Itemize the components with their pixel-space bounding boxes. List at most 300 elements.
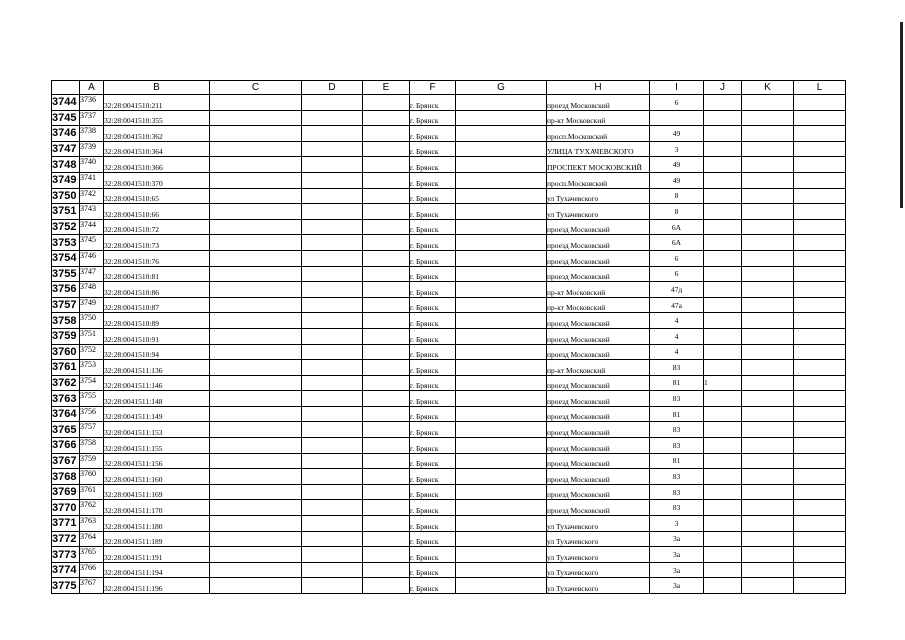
row-number[interactable]: 3766 (52, 438, 80, 454)
cell-k[interactable] (742, 500, 794, 516)
cell-b[interactable]: 32:28:0041511:169 (104, 484, 210, 500)
cell-h[interactable]: проезд Московский (547, 266, 650, 282)
cell-k[interactable] (742, 360, 794, 376)
cell-l[interactable] (794, 297, 846, 313)
cell-i[interactable]: 47д (650, 282, 704, 298)
cell-f[interactable]: г. Брянск (410, 297, 456, 313)
cell-g[interactable] (456, 313, 547, 329)
cell-k[interactable] (742, 204, 794, 220)
cell-c[interactable] (210, 188, 302, 204)
cell-a[interactable]: 3737 (80, 110, 104, 126)
cell-f[interactable]: г. Брянск (410, 344, 456, 360)
cell-g[interactable] (456, 157, 547, 173)
row-number[interactable]: 3761 (52, 360, 80, 376)
row-number[interactable]: 3770 (52, 500, 80, 516)
cell-h[interactable]: проезд Московский (547, 438, 650, 454)
cell-g[interactable] (456, 141, 547, 157)
row-number[interactable]: 3756 (52, 282, 80, 298)
cell-c[interactable] (210, 578, 302, 594)
cell-e[interactable] (363, 531, 410, 547)
cell-d[interactable] (302, 328, 363, 344)
cell-b[interactable]: 32:28:0041510:94 (104, 344, 210, 360)
cell-i[interactable]: 49 (650, 126, 704, 142)
cell-g[interactable] (456, 344, 547, 360)
cell-h[interactable]: УЛИЦА ТУХАЧЕВСКОГО (547, 141, 650, 157)
cell-i[interactable]: 49 (650, 172, 704, 188)
cell-g[interactable] (456, 328, 547, 344)
cell-g[interactable] (456, 110, 547, 126)
cell-b[interactable]: 32:28:0041511:160 (104, 469, 210, 485)
cell-l[interactable] (794, 469, 846, 485)
row-number[interactable]: 3771 (52, 516, 80, 532)
cell-a[interactable]: 3739 (80, 141, 104, 157)
cell-d[interactable] (302, 406, 363, 422)
cell-e[interactable] (363, 282, 410, 298)
cell-e[interactable] (363, 391, 410, 407)
cell-i[interactable]: 3 (650, 141, 704, 157)
cell-c[interactable] (210, 282, 302, 298)
cell-e[interactable] (363, 500, 410, 516)
cell-e[interactable] (363, 562, 410, 578)
cell-i[interactable]: 83 (650, 422, 704, 438)
cell-a[interactable]: 3738 (80, 126, 104, 142)
cell-j[interactable] (704, 250, 742, 266)
cell-h[interactable]: проезд Московский (547, 469, 650, 485)
cell-j[interactable] (704, 438, 742, 454)
cell-l[interactable] (794, 219, 846, 235)
row-number[interactable]: 3768 (52, 469, 80, 485)
cell-g[interactable] (456, 531, 547, 547)
cell-j[interactable] (704, 219, 742, 235)
column-header-d[interactable]: D (302, 81, 363, 95)
column-header-j[interactable]: J (704, 81, 742, 95)
cell-g[interactable] (456, 406, 547, 422)
cell-f[interactable]: г. Брянск (410, 531, 456, 547)
cell-h[interactable]: проезд Московский (547, 453, 650, 469)
cell-d[interactable] (302, 110, 363, 126)
column-header-k[interactable]: K (742, 81, 794, 95)
cell-b[interactable]: 32:28:0041510:65 (104, 188, 210, 204)
cell-c[interactable] (210, 484, 302, 500)
cell-g[interactable] (456, 375, 547, 391)
cell-e[interactable] (363, 157, 410, 173)
cell-f[interactable]: г. Брянск (410, 562, 456, 578)
cell-g[interactable] (456, 360, 547, 376)
cell-c[interactable] (210, 313, 302, 329)
row-number[interactable]: 3759 (52, 328, 80, 344)
cell-j[interactable] (704, 313, 742, 329)
cell-k[interactable] (742, 547, 794, 563)
cell-h[interactable]: проезд Московский (547, 328, 650, 344)
cell-h[interactable]: пр-кт Московский (547, 282, 650, 298)
cell-l[interactable] (794, 157, 846, 173)
row-number[interactable]: 3767 (52, 453, 80, 469)
cell-a[interactable]: 3756 (80, 406, 104, 422)
cell-l[interactable] (794, 344, 846, 360)
cell-g[interactable] (456, 126, 547, 142)
cell-a[interactable]: 3740 (80, 157, 104, 173)
cell-g[interactable] (456, 438, 547, 454)
cell-a[interactable]: 3763 (80, 516, 104, 532)
cell-j[interactable] (704, 282, 742, 298)
column-header-a[interactable]: A (80, 81, 104, 95)
cell-c[interactable] (210, 110, 302, 126)
cell-j[interactable] (704, 453, 742, 469)
cell-d[interactable] (302, 313, 363, 329)
cell-k[interactable] (742, 313, 794, 329)
cell-e[interactable] (363, 344, 410, 360)
cell-d[interactable] (302, 516, 363, 532)
cell-e[interactable] (363, 578, 410, 594)
cell-c[interactable] (210, 235, 302, 251)
cell-b[interactable]: 32:28:0041511:191 (104, 547, 210, 563)
cell-e[interactable] (363, 235, 410, 251)
row-number[interactable]: 3749 (52, 172, 80, 188)
cell-d[interactable] (302, 141, 363, 157)
cell-j[interactable] (704, 172, 742, 188)
cell-e[interactable] (363, 328, 410, 344)
cell-h[interactable]: пр-кт Московский (547, 360, 650, 376)
cell-i[interactable]: 6 (650, 95, 704, 111)
cell-h[interactable]: ул Тухачевского (547, 547, 650, 563)
cell-f[interactable]: г. Брянск (410, 95, 456, 111)
cell-e[interactable] (363, 422, 410, 438)
cell-i[interactable]: 49 (650, 157, 704, 173)
cell-k[interactable] (742, 562, 794, 578)
row-number[interactable]: 3751 (52, 204, 80, 220)
cell-g[interactable] (456, 469, 547, 485)
cell-l[interactable] (794, 188, 846, 204)
cell-k[interactable] (742, 344, 794, 360)
cell-i[interactable]: 6 (650, 250, 704, 266)
cell-k[interactable] (742, 126, 794, 142)
cell-e[interactable] (363, 266, 410, 282)
cell-h[interactable]: ПРОСПЕКТ МОСКОВСКИЙ (547, 157, 650, 173)
cell-c[interactable] (210, 438, 302, 454)
row-number[interactable]: 3745 (52, 110, 80, 126)
cell-a[interactable]: 3741 (80, 172, 104, 188)
cell-i[interactable]: 83 (650, 500, 704, 516)
cell-h[interactable]: ул Тухачевского (547, 531, 650, 547)
cell-k[interactable] (742, 375, 794, 391)
cell-j[interactable] (704, 126, 742, 142)
cell-c[interactable] (210, 266, 302, 282)
cell-j[interactable]: 1 (704, 375, 742, 391)
cell-j[interactable] (704, 297, 742, 313)
cell-d[interactable] (302, 126, 363, 142)
cell-e[interactable] (363, 547, 410, 563)
cell-k[interactable] (742, 406, 794, 422)
cell-l[interactable] (794, 531, 846, 547)
cell-a[interactable]: 3757 (80, 422, 104, 438)
cell-k[interactable] (742, 391, 794, 407)
cell-h[interactable]: ул Тухачевского (547, 516, 650, 532)
cell-b[interactable]: 32:28:0041511:189 (104, 531, 210, 547)
cell-a[interactable]: 3747 (80, 266, 104, 282)
cell-l[interactable] (794, 328, 846, 344)
cell-k[interactable] (742, 282, 794, 298)
cell-b[interactable]: 32:28:0041511:196 (104, 578, 210, 594)
cell-f[interactable]: г. Брянск (410, 172, 456, 188)
cell-d[interactable] (302, 391, 363, 407)
cell-l[interactable] (794, 282, 846, 298)
cell-l[interactable] (794, 438, 846, 454)
cell-j[interactable] (704, 469, 742, 485)
row-number[interactable]: 3748 (52, 157, 80, 173)
cell-b[interactable]: 32:28:0041510:355 (104, 110, 210, 126)
cell-e[interactable] (363, 110, 410, 126)
cell-b[interactable]: 32:28:0041511:149 (104, 406, 210, 422)
cell-j[interactable] (704, 188, 742, 204)
column-header-i[interactable]: I (650, 81, 704, 95)
cell-e[interactable] (363, 469, 410, 485)
cell-e[interactable] (363, 126, 410, 142)
cell-f[interactable]: г. Брянск (410, 235, 456, 251)
cell-i[interactable]: 81 (650, 453, 704, 469)
cell-k[interactable] (742, 469, 794, 485)
cell-h[interactable]: ул Тухачевского (547, 578, 650, 594)
cell-f[interactable]: г. Брянск (410, 406, 456, 422)
cell-c[interactable] (210, 172, 302, 188)
cell-h[interactable]: проезд Московский (547, 250, 650, 266)
cell-j[interactable] (704, 422, 742, 438)
cell-b[interactable]: 32:28:0041510:72 (104, 219, 210, 235)
cell-k[interactable] (742, 110, 794, 126)
cell-f[interactable]: г. Брянск (410, 500, 456, 516)
cell-b[interactable]: 32:28:0041510:91 (104, 328, 210, 344)
row-number[interactable]: 3744 (52, 95, 80, 111)
cell-b[interactable]: 32:28:0041510:211 (104, 95, 210, 111)
cell-g[interactable] (456, 282, 547, 298)
cell-j[interactable] (704, 531, 742, 547)
cell-f[interactable]: г. Брянск (410, 282, 456, 298)
row-number[interactable]: 3765 (52, 422, 80, 438)
cell-a[interactable]: 3760 (80, 469, 104, 485)
cell-d[interactable] (302, 219, 363, 235)
cell-k[interactable] (742, 531, 794, 547)
cell-k[interactable] (742, 219, 794, 235)
cell-j[interactable] (704, 578, 742, 594)
cell-a[interactable]: 3753 (80, 360, 104, 376)
cell-j[interactable] (704, 360, 742, 376)
cell-j[interactable] (704, 406, 742, 422)
cell-l[interactable] (794, 391, 846, 407)
cell-k[interactable] (742, 141, 794, 157)
row-number[interactable]: 3773 (52, 547, 80, 563)
cell-c[interactable] (210, 500, 302, 516)
cell-d[interactable] (302, 204, 363, 220)
column-header-l[interactable]: L (794, 81, 846, 95)
cell-a[interactable]: 3762 (80, 500, 104, 516)
cell-c[interactable] (210, 250, 302, 266)
cell-i[interactable]: 3а (650, 547, 704, 563)
cell-l[interactable] (794, 375, 846, 391)
cell-d[interactable] (302, 188, 363, 204)
cell-l[interactable] (794, 250, 846, 266)
cell-d[interactable] (302, 344, 363, 360)
cell-b[interactable]: 32:28:0041511:136 (104, 360, 210, 376)
cell-j[interactable] (704, 344, 742, 360)
cell-f[interactable]: г. Брянск (410, 453, 456, 469)
row-number[interactable]: 3758 (52, 313, 80, 329)
cell-j[interactable] (704, 110, 742, 126)
cell-b[interactable]: 32:28:0041510:81 (104, 266, 210, 282)
cell-l[interactable] (794, 578, 846, 594)
cell-k[interactable] (742, 95, 794, 111)
cell-c[interactable] (210, 95, 302, 111)
cell-a[interactable]: 3766 (80, 562, 104, 578)
cell-k[interactable] (742, 172, 794, 188)
cell-i[interactable]: 81 (650, 406, 704, 422)
cell-l[interactable] (794, 235, 846, 251)
cell-d[interactable] (302, 235, 363, 251)
cell-h[interactable]: проезд Московский (547, 484, 650, 500)
cell-c[interactable] (210, 547, 302, 563)
cell-j[interactable] (704, 157, 742, 173)
row-number[interactable]: 3757 (52, 297, 80, 313)
cell-b[interactable]: 32:28:0041511:156 (104, 453, 210, 469)
cell-h[interactable]: проезд Московский (547, 406, 650, 422)
row-number[interactable]: 3764 (52, 406, 80, 422)
cell-j[interactable] (704, 547, 742, 563)
cell-c[interactable] (210, 328, 302, 344)
cell-c[interactable] (210, 406, 302, 422)
cell-i[interactable]: 83 (650, 360, 704, 376)
cell-e[interactable] (363, 360, 410, 376)
cell-e[interactable] (363, 484, 410, 500)
row-number[interactable]: 3754 (52, 250, 80, 266)
cell-j[interactable] (704, 95, 742, 111)
cell-h[interactable]: проезд Московский (547, 500, 650, 516)
row-number[interactable]: 3747 (52, 141, 80, 157)
cell-k[interactable] (742, 516, 794, 532)
cell-b[interactable]: 32:28:0041511:153 (104, 422, 210, 438)
cell-a[interactable]: 3736 (80, 95, 104, 111)
cell-j[interactable] (704, 235, 742, 251)
cell-c[interactable] (210, 422, 302, 438)
cell-j[interactable] (704, 562, 742, 578)
cell-f[interactable]: г. Брянск (410, 219, 456, 235)
cell-k[interactable] (742, 453, 794, 469)
cell-l[interactable] (794, 406, 846, 422)
cell-f[interactable]: г. Брянск (410, 188, 456, 204)
cell-f[interactable]: г. Брянск (410, 469, 456, 485)
cell-a[interactable]: 3758 (80, 438, 104, 454)
cell-b[interactable]: 32:28:0041510:73 (104, 235, 210, 251)
cell-h[interactable]: проезд Московский (547, 235, 650, 251)
cell-c[interactable] (210, 375, 302, 391)
cell-f[interactable]: г. Брянск (410, 578, 456, 594)
cell-l[interactable] (794, 453, 846, 469)
cell-k[interactable] (742, 235, 794, 251)
cell-a[interactable]: 3746 (80, 250, 104, 266)
cell-a[interactable]: 3761 (80, 484, 104, 500)
cell-l[interactable] (794, 547, 846, 563)
cell-a[interactable]: 3767 (80, 578, 104, 594)
cell-h[interactable]: пр-кт Московский (547, 110, 650, 126)
cell-d[interactable] (302, 484, 363, 500)
cell-i[interactable]: 3а (650, 562, 704, 578)
cell-d[interactable] (302, 500, 363, 516)
cell-b[interactable]: 32:28:0041511:194 (104, 562, 210, 578)
cell-i[interactable]: 8 (650, 188, 704, 204)
cell-a[interactable]: 3745 (80, 235, 104, 251)
cell-l[interactable] (794, 172, 846, 188)
cell-c[interactable] (210, 531, 302, 547)
cell-d[interactable] (302, 297, 363, 313)
cell-l[interactable] (794, 516, 846, 532)
cell-g[interactable] (456, 578, 547, 594)
cell-h[interactable]: проезд Московский (547, 422, 650, 438)
cell-a[interactable]: 3765 (80, 547, 104, 563)
cell-i[interactable]: 3а (650, 531, 704, 547)
cell-h[interactable]: ул Тухачевского (547, 188, 650, 204)
cell-g[interactable] (456, 235, 547, 251)
cell-h[interactable]: проезд Московский (547, 95, 650, 111)
row-number[interactable]: 3755 (52, 266, 80, 282)
cell-f[interactable]: г. Брянск (410, 141, 456, 157)
cell-f[interactable]: г. Брянск (410, 438, 456, 454)
cell-k[interactable] (742, 422, 794, 438)
cell-g[interactable] (456, 500, 547, 516)
cell-b[interactable]: 32:28:0041511:170 (104, 500, 210, 516)
cell-c[interactable] (210, 157, 302, 173)
cell-e[interactable] (363, 172, 410, 188)
cell-f[interactable]: г. Брянск (410, 484, 456, 500)
cell-l[interactable] (794, 313, 846, 329)
cell-h[interactable]: ул Тухачевского (547, 204, 650, 220)
cell-l[interactable] (794, 422, 846, 438)
cell-a[interactable]: 3742 (80, 188, 104, 204)
cell-f[interactable]: г. Брянск (410, 328, 456, 344)
cell-e[interactable] (363, 516, 410, 532)
cell-f[interactable]: г. Брянск (410, 157, 456, 173)
cell-k[interactable] (742, 328, 794, 344)
cell-d[interactable] (302, 531, 363, 547)
row-number[interactable]: 3772 (52, 531, 80, 547)
column-header-h[interactable]: H (547, 81, 650, 95)
cell-j[interactable] (704, 328, 742, 344)
cell-g[interactable] (456, 453, 547, 469)
cell-l[interactable] (794, 126, 846, 142)
cell-e[interactable] (363, 297, 410, 313)
cell-f[interactable]: г. Брянск (410, 250, 456, 266)
cell-b[interactable]: 32:28:0041510:364 (104, 141, 210, 157)
cell-l[interactable] (794, 500, 846, 516)
cell-e[interactable] (363, 375, 410, 391)
cell-b[interactable]: 32:28:0041510:366 (104, 157, 210, 173)
cell-d[interactable] (302, 172, 363, 188)
cell-f[interactable]: г. Брянск (410, 422, 456, 438)
cell-b[interactable]: 32:28:0041510:370 (104, 172, 210, 188)
cell-h[interactable]: пр-кт Московский (547, 297, 650, 313)
cell-i[interactable] (650, 110, 704, 126)
cell-c[interactable] (210, 344, 302, 360)
cell-h[interactable]: проезд Московский (547, 375, 650, 391)
cell-d[interactable] (302, 360, 363, 376)
cell-e[interactable] (363, 406, 410, 422)
cell-i[interactable]: 83 (650, 469, 704, 485)
row-number[interactable]: 3763 (52, 391, 80, 407)
cell-b[interactable]: 32:28:0041510:76 (104, 250, 210, 266)
cell-l[interactable] (794, 95, 846, 111)
cell-a[interactable]: 3754 (80, 375, 104, 391)
cell-a[interactable]: 3744 (80, 219, 104, 235)
cell-l[interactable] (794, 484, 846, 500)
cell-i[interactable]: 4 (650, 344, 704, 360)
cell-c[interactable] (210, 453, 302, 469)
cell-f[interactable]: г. Брянск (410, 313, 456, 329)
